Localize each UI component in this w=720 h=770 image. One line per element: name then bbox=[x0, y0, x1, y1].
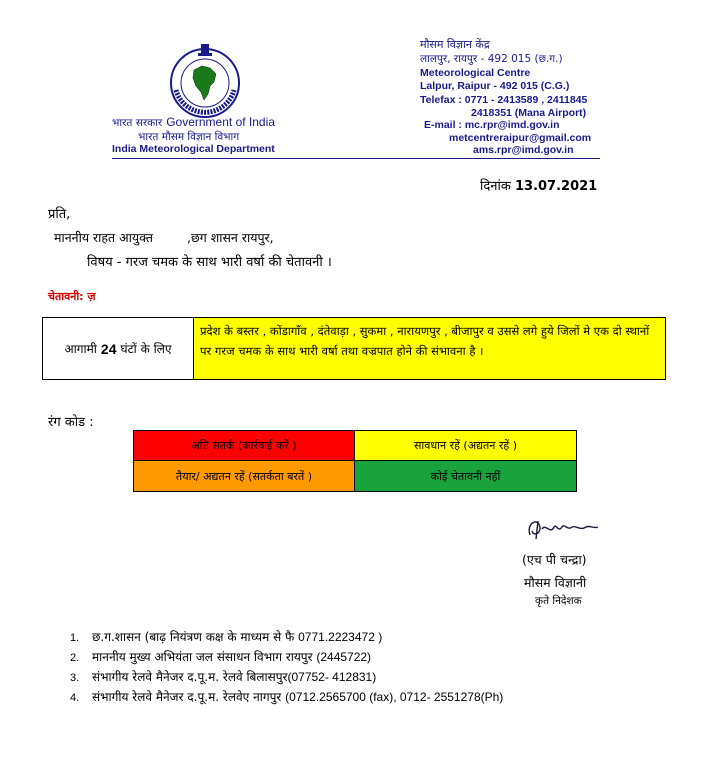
signature-mark bbox=[524, 513, 604, 543]
list-text: संभागीय रेलवे मैनेजर द.पू.म. रेलवेए नागपुर bbox=[92, 690, 286, 704]
list-number: 2. bbox=[70, 652, 80, 664]
list-item bbox=[70, 688, 503, 708]
recipient-rest: ,छग शासन रायपुर, bbox=[187, 230, 274, 245]
govt-english: Government of India bbox=[166, 115, 275, 129]
color-code-green: कोई चेतावनी नहीं bbox=[355, 461, 576, 491]
email-primary: E-mail : mc.rpr@imd.gov.in bbox=[424, 119, 560, 131]
warning-label: चेतावनी: ज़ bbox=[48, 290, 96, 303]
warning-text-cell: प्रदेश के बस्तर , कोंडागाँव , दंतेवाड़ा , सुकमा , नारायणपुर , बीजापुर व उससे लगे हुये जिलों मे एक दो स्थानों पर गरज चमक के साथ भारी वर्षा तथा वज्रपात होने की संभावना है । bbox=[194, 318, 665, 379]
imd-emblem-logo bbox=[166, 42, 244, 120]
govt-of-india-line bbox=[112, 115, 275, 130]
list-number: 3. bbox=[70, 672, 80, 684]
telefax: Telefax : 0771 - 2413589 , 2411845 bbox=[420, 94, 588, 106]
mc-english-address: Lalpur, Raipur - 492 015 (C.G.) bbox=[420, 80, 570, 92]
date-label: दिनांक bbox=[480, 179, 511, 194]
signatory-for: कृते निदेशक bbox=[535, 595, 582, 607]
list-phone: 0771.2223472 ) bbox=[298, 630, 383, 644]
mc-hindi-title: मौसम विज्ञान केंद्र bbox=[420, 38, 490, 51]
govt-hindi: भारत सरकार bbox=[112, 117, 163, 129]
list-item bbox=[70, 628, 503, 648]
list-text: छ.ग.शासन (बाढ़ नियंत्रण कक्ष के माध्यम से फै bbox=[92, 630, 299, 644]
imd-english-name: India Meteorological Department bbox=[112, 143, 275, 155]
color-code-table bbox=[133, 430, 577, 492]
list-phone: (07752- 412831) bbox=[287, 670, 377, 684]
header-divider bbox=[112, 158, 600, 159]
mc-english-title: Meteorological Centre bbox=[420, 67, 531, 79]
mc-hindi-address: लालपुर, रायपुर - 492 015 (छ.ग.) bbox=[420, 53, 563, 65]
period-suffix: घंटों के लिए bbox=[120, 342, 172, 356]
subject-line: विषय - गरज चमक के साथ भारी वर्षा की चेतावनी । bbox=[87, 255, 332, 270]
list-item bbox=[70, 648, 503, 668]
period-prefix: आगामी bbox=[64, 342, 97, 356]
list-phone: (0712.2565700 (fax), 0712- 2551278(Ph) bbox=[285, 690, 504, 704]
signatory-designation: मौसम विज्ञानी bbox=[524, 575, 587, 590]
warning-period-cell bbox=[43, 318, 194, 379]
color-code-yellow: सावधान रहें (अद्यतन रहें ) bbox=[355, 431, 576, 461]
list-number: 4. bbox=[70, 692, 80, 704]
prati-salutation: प्रति, bbox=[48, 207, 71, 222]
date-value: 13.07.2021 bbox=[514, 179, 598, 194]
period-hours: 24 bbox=[100, 340, 117, 357]
color-code-label: रंग कोड : bbox=[48, 415, 94, 430]
list-number: 1. bbox=[70, 632, 80, 644]
list-item bbox=[70, 668, 503, 688]
email-gmail: metcentreraipur@gmail.com bbox=[449, 132, 592, 144]
imd-hindi-name: भारत मौसम विज्ञान विभाग bbox=[138, 131, 240, 143]
signatory-name: (एच पी चन्द्रा) bbox=[522, 552, 587, 567]
email-ams: ams.rpr@imd.gov.in bbox=[473, 144, 574, 156]
color-code-orange: तैयार/ अद्यतन रहें (सतर्कता बरतें ) bbox=[134, 461, 355, 491]
letter-date bbox=[480, 176, 597, 194]
list-phone: (2445722) bbox=[316, 650, 372, 664]
list-text: संभागीय रेलवे मैनेजर द.पू.म. रेलवे बिलासपुर bbox=[92, 670, 288, 684]
warning-table bbox=[42, 317, 666, 380]
telefax-airport: 2418351 (Mana Airport) bbox=[471, 107, 587, 119]
copy-to-list bbox=[70, 628, 503, 708]
color-code-red: अति सतर्क (कार्रवाई करें ) bbox=[134, 431, 355, 461]
list-text: माननीय मुख्य अभियंता जल संसाधन विभाग रायपुर bbox=[92, 650, 317, 664]
recipient: माननीय राहत आयुक्त bbox=[54, 230, 153, 245]
recipient-line bbox=[54, 229, 274, 246]
